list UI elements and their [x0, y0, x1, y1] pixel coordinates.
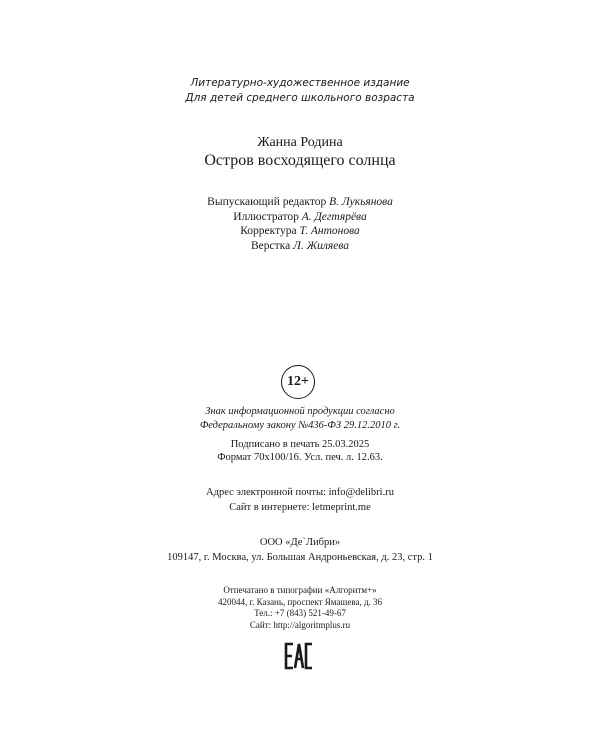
contacts: [0, 486, 600, 515]
credit-editor: Выпускающий редактор В. Лукьянова: [207, 196, 393, 208]
printer-phone: Тел.: +7 (843) 521-49-67: [254, 608, 346, 618]
printer-name: Отпечатано в типографии «Алгоритм+»: [223, 585, 377, 595]
publisher-address: 109147, г. Москва, ул. Большая Андроньевская, д. 23, стр. 1: [167, 551, 433, 563]
print-format: Формат 70х100/16. Усл. печ. л. 12.63.: [217, 452, 383, 463]
credit-layout: Верстка Л. Жиляева: [251, 239, 349, 252]
edition-note: [0, 76, 600, 106]
publisher-info: [0, 536, 600, 565]
publisher-name: ООО «Де`Либри»: [259, 537, 341, 548]
print-info: [0, 438, 600, 464]
book-author: Жанна Родина: [257, 135, 343, 150]
edition-type: Литературно-художественное издание: [190, 77, 410, 89]
signed-date: Подписано в печать 25.03.2025: [230, 439, 370, 450]
printer-site: Сайт: http://algoritmplus.ru: [249, 619, 351, 630]
printer-info: [0, 585, 600, 631]
site-line: Сайт в интернете: letmeprint.me: [229, 501, 371, 513]
eac-mark-icon: [284, 641, 314, 671]
credit-proofreader: Корректура Т. Антонова: [240, 225, 360, 237]
credit-illustrator: Иллюстратор А. Дегтярёва: [233, 210, 367, 223]
edition-audience: Для детей среднего школьного возраста: [185, 92, 415, 104]
law-notice: [0, 405, 600, 432]
credits-list: [0, 195, 600, 253]
law-notice-line-2: Федеральному закону №436-ФЗ 29.12.2010 г.: [199, 419, 401, 431]
email-line: Адрес электронной почты: info@delibri.ru: [206, 487, 394, 498]
printer-address: 420044, г. Казань, проспект Ямашева, д. 36: [217, 596, 383, 607]
book-title: Остров восходящего солнца: [204, 152, 396, 169]
law-notice-line-1: Знак информационной продукции согласно: [205, 406, 395, 417]
age-rating-badge: 12+: [281, 365, 315, 399]
